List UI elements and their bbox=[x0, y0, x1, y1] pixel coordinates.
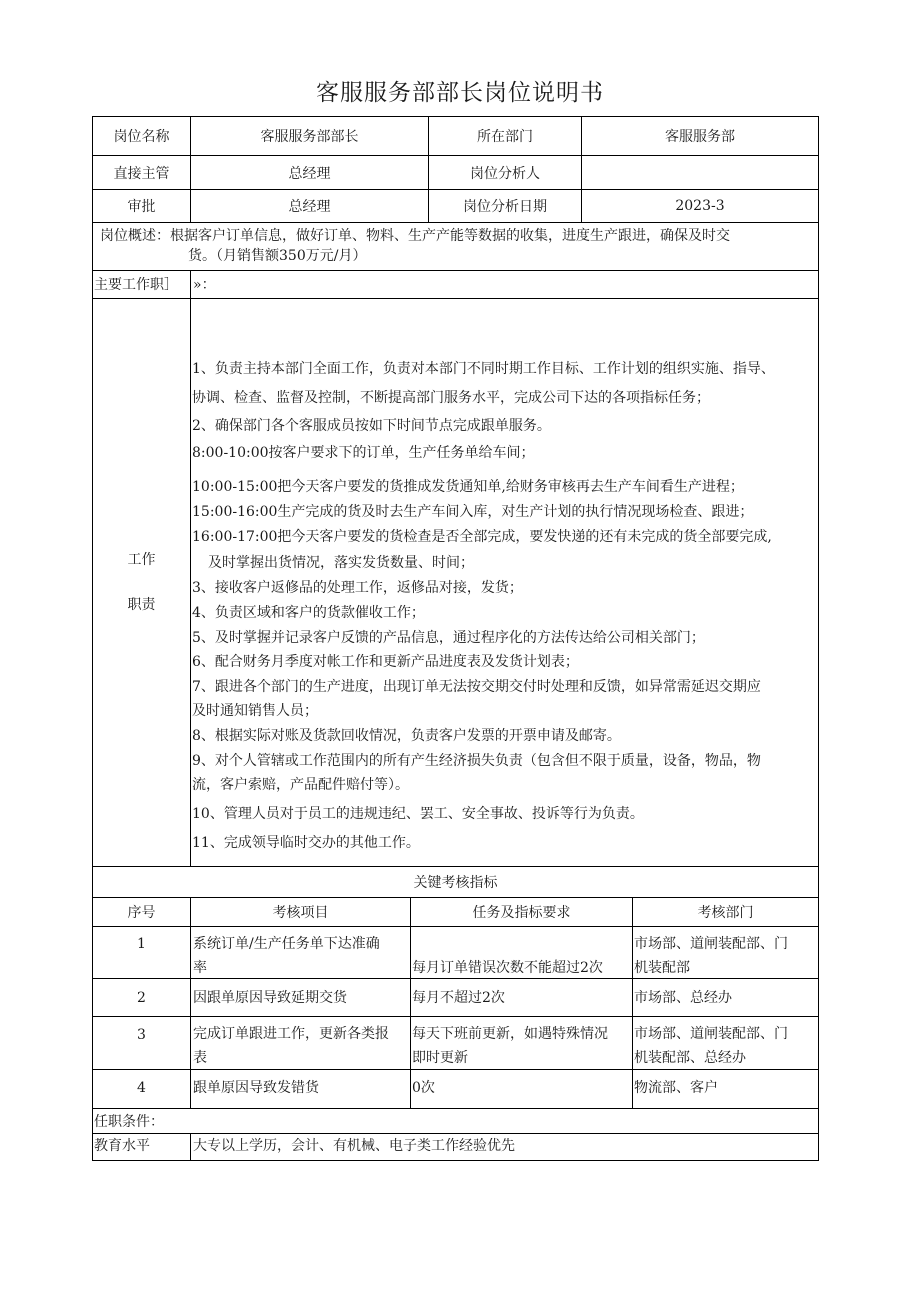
duties-label-1: 工作 bbox=[127, 552, 156, 568]
duty-line: 4、负责区域和客户的货款催收工作； bbox=[192, 605, 425, 621]
kpi-dept-line: 机装配部 bbox=[634, 960, 690, 976]
kpi-requirement-line: 每天下班前更新，如遇特殊情况 bbox=[412, 1026, 608, 1042]
main-duties-heading: 主要工作职］ bbox=[94, 277, 178, 293]
analyst-label: 岗位分析人 bbox=[470, 165, 540, 182]
kpi-requirement bbox=[412, 1022, 632, 1070]
kpi-col-dept: 考核部门 bbox=[697, 905, 754, 921]
approval-label: 审批 bbox=[127, 199, 156, 215]
duty-line: 及时掌握出货情况，落实发货数量、时间； bbox=[208, 555, 474, 571]
post-name-label: 岗位名称 bbox=[113, 129, 170, 145]
analysis-date-label: 岗位分析日期 bbox=[463, 199, 547, 215]
duty-line: 1、负责主持本部门全面工作，负责对本部门不同时期工作目标、工作计划的组织实施、指导、 bbox=[192, 361, 775, 377]
supervisor-label: 直接主管 bbox=[113, 165, 170, 182]
qualification-heading: 任职条件： bbox=[94, 1114, 164, 1130]
duty-line: 3、接收客户返修品的处理工作，返修品对接，发货； bbox=[192, 580, 523, 596]
duty-line: 协调、检查、监督及控制，不断提高部门服务水平，完成公司下达的各项指标任务； bbox=[192, 390, 710, 406]
kpi-item: 跟单原因导致发错货 bbox=[193, 1080, 319, 1096]
overview-line-2: 货。（月销售额350万元/月） bbox=[188, 248, 367, 264]
kpi-dept: 物流部、客户 bbox=[634, 1080, 718, 1096]
education-value: 大专以上学历，会计、有机械、电子类工作经验优先 bbox=[193, 1138, 515, 1154]
analysis-date-value: 2023-3 bbox=[675, 198, 725, 214]
duty-line: 8:00-10:00按客户要求下的订单，生产任务单给车间； bbox=[192, 445, 535, 461]
duty-line: 10、管理人员对于员工的违规违纪、罢工、安全事故、投诉等行为负责。 bbox=[192, 806, 644, 822]
duty-line: 流，客户索赔，产品配件赔付等）。 bbox=[192, 777, 409, 793]
kpi-no: 2 bbox=[137, 990, 146, 1006]
kpi-item-line: 表 bbox=[193, 1050, 207, 1066]
kpi-requirement-line: 每月订单错误次数不能超过2次 bbox=[412, 960, 603, 976]
dept-label: 所在部门 bbox=[477, 129, 533, 145]
kpi-heading: 关键考核指标 bbox=[413, 875, 498, 891]
duty-line: 11、完成领导临时交办的其他工作。 bbox=[192, 835, 420, 851]
kpi-requirement: 0次 bbox=[412, 1080, 435, 1096]
kpi-item: 因跟单原因导致延期交货 bbox=[193, 990, 347, 1006]
kpi-dept-line: 机装配部、总经办 bbox=[634, 1050, 746, 1066]
approval-value: 总经理 bbox=[288, 199, 331, 215]
kpi-requirement-line: 即时更新 bbox=[412, 1050, 468, 1066]
duty-line: 9、对个人管辖或工作范围内的所有产生经济损失负责（包含但不限于质量，设备，物品，物 bbox=[192, 753, 761, 769]
duty-line: 5、及时掌握并记录客户反馈的产品信息，通过程序化的方法传达给公司相关部门； bbox=[192, 630, 705, 646]
kpi-requirement-line bbox=[412, 932, 632, 956]
kpi-dept-line: 市场部、道闸装配部、门 bbox=[634, 1026, 788, 1042]
kpi-requirement: 每月不超过2次 bbox=[412, 990, 505, 1006]
kpi-item-line: 完成订单跟进工作，更新各类报 bbox=[193, 1026, 389, 1042]
kpi-item bbox=[193, 1022, 409, 1070]
duty-line: 6、配合财务月季度对帐工作和更新产品进度表及发货计划表； bbox=[192, 654, 579, 670]
duty-line: 15:00-16:00生产完成的货及时去生产车间入库，对生产计划的执行情况现场检查、跟进； bbox=[192, 504, 754, 520]
kpi-no: 3 bbox=[137, 1027, 146, 1043]
kpi-no: 4 bbox=[137, 1080, 146, 1096]
main-duties-mark: »： bbox=[193, 277, 216, 293]
duty-line: 2、确保部门各个客服成员按如下时间节点完成跟单服务。 bbox=[192, 418, 551, 434]
overview bbox=[100, 226, 816, 266]
duty-line: 及时通知销售人员； bbox=[192, 703, 318, 719]
duty-line: 8、根据实际对账及货款回收情况，负责客户发票的开票申请及邮寄。 bbox=[192, 728, 621, 744]
kpi-col-requirement: 任务及指标要求 bbox=[472, 905, 571, 921]
kpi-col-item: 考核项目 bbox=[272, 905, 329, 921]
kpi-item-line: 系统订单/生产任务单下达准确 bbox=[193, 936, 380, 952]
education-label: 教育水平 bbox=[94, 1138, 150, 1154]
kpi-dept: 市场部、总经办 bbox=[634, 990, 732, 1006]
kpi-dept bbox=[634, 1022, 818, 1070]
kpi-no: 1 bbox=[137, 936, 146, 952]
kpi-requirement bbox=[412, 932, 632, 980]
supervisor-value: 总经理 bbox=[288, 165, 331, 182]
kpi-col-no: 序号 bbox=[127, 905, 156, 921]
page-title: 客服服务部部长岗位说明书 bbox=[316, 80, 604, 106]
dept-value: 客服服务部 bbox=[665, 129, 735, 145]
kpi-item-line: 率 bbox=[193, 960, 207, 976]
kpi-dept-line: 市场部、道闸装配部、门 bbox=[634, 936, 788, 952]
duty-line: 7、跟进各个部门的生产进度，出现订单无法按交期交付时处理和反馈，如异常需延迟交期应 bbox=[192, 679, 761, 695]
kpi-dept bbox=[634, 932, 818, 980]
duty-line: 16:00-17:00把今天客户要发的货检查是否全部完成，要发快递的还有未完成的货全部要完成, bbox=[192, 529, 772, 545]
analyst-value bbox=[582, 156, 818, 189]
post-name-value: 客服服务部部长 bbox=[260, 129, 359, 145]
kpi-item bbox=[193, 932, 409, 980]
overview-line-1: 岗位概述：根据客户订单信息，做好订单、物料、生产产能等数据的收集，进度生产跟进，确保及时交 bbox=[100, 228, 730, 244]
duties-label-2: 职责 bbox=[127, 597, 156, 613]
duty-line: 10:00-15:00把今天客户要发的货推成发货通知单,给财务审核再去生产车间看生产进程； bbox=[192, 479, 744, 495]
